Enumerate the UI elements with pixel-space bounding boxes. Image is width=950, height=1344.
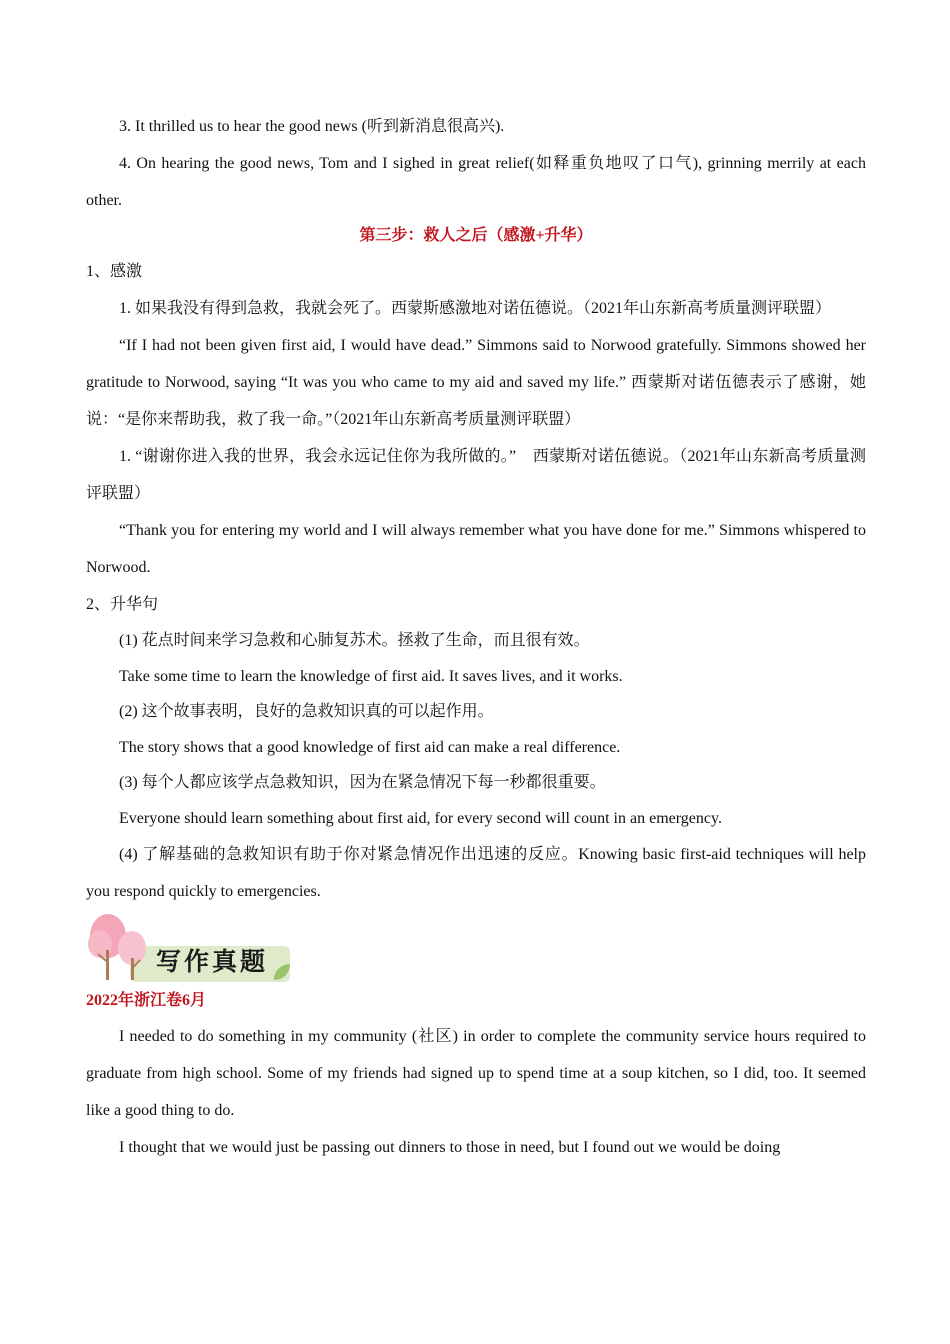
sublimation-2-english: The story shows that a good knowledge of first aid can make a real difference. <box>119 738 621 756</box>
sublimation-1-chinese: (1) 花点时间来学习急救和心肺复苏术。拯救了生命，而且很有效。 <box>119 632 590 649</box>
sublimation-2-chinese: (2) 这个故事表明，良好的急救知识真的可以起作用。 <box>119 703 494 720</box>
leaf-icon <box>272 962 292 982</box>
gratitude-1-chinese: 1. 如果我没有得到急救，我就会死了。西蒙斯感激地对诺伍德说。（2021年山东新高考质量测评联盟） <box>119 300 832 317</box>
sublimation-3-chinese: (3) 每个人都应该学点急救知识，因为在紧急情况下每一秒都很重要。 <box>119 774 606 791</box>
exam-heading: 2022年浙江卷6月 <box>86 992 207 1009</box>
gratitude-heading: 1、感激 <box>86 263 143 280</box>
exam-paragraph-1: I needed to do something in my community (社区) in order to complete the community service hours required to graduate from high school. Some of my friends had signed up to spend time at a soup kitchen, so I did, too. It seemed like a good thing to do. <box>86 1028 866 1119</box>
sublimation-1-english: Take some time to learn the knowledge of first aid. It saves lives, and it works. <box>119 667 623 685</box>
gratitude-1-english: “If I had not been given first aid, I would have dead.” Simmons said to Norwood gratefully. Simmons showed her gratitude to Norwood, saying “It was you who came to my aid and saved my life.” 西蒙斯对诺伍德表示了感谢，她说：“是你来帮助我，救了我一命。”（2021年山东新高考质量测评联盟） <box>86 337 866 428</box>
sublimation-heading: 2、升华句 <box>86 596 159 613</box>
sublimation-4: (4) 了解基础的急救知识有助于你对紧急情况作出迅速的反应。Knowing basic first-aid techniques will help you respond quickly to emergencies. <box>86 846 866 900</box>
example-sentence-3: 3. It thrilled us to hear the good news (听到新消息很高兴). <box>119 118 505 135</box>
exam-paragraph-2: I thought that we would just be passing out dinners to those in need, but I found out we would be doing <box>119 1139 781 1156</box>
document-page <box>86 108 866 1166</box>
example-sentence-4: 4. On hearing the good news, Tom and I sighed in great relief(如释重负地叹了口气), grinning merrily at each other. <box>86 155 866 209</box>
sublimation-3-english: Everyone should learn something about first aid, for every second will count in an emergency. <box>119 809 722 827</box>
gratitude-2-english: “Thank you for entering my world and I will always remember what you have done for me.” Simmons whispered to Norwood. <box>86 522 866 576</box>
gratitude-2-chinese: 1. “谢谢你进入我的世界，我会永远记住你为我所做的。” 西蒙斯对诺伍德说。（2021年山东新高考质量测评联盟） <box>86 448 866 502</box>
step3-title: 第三步：救人之后（感激+升华） <box>359 227 593 244</box>
tree-icon <box>86 912 156 984</box>
section-banner <box>86 912 866 992</box>
banner-title: 写作真题 <box>156 947 269 976</box>
